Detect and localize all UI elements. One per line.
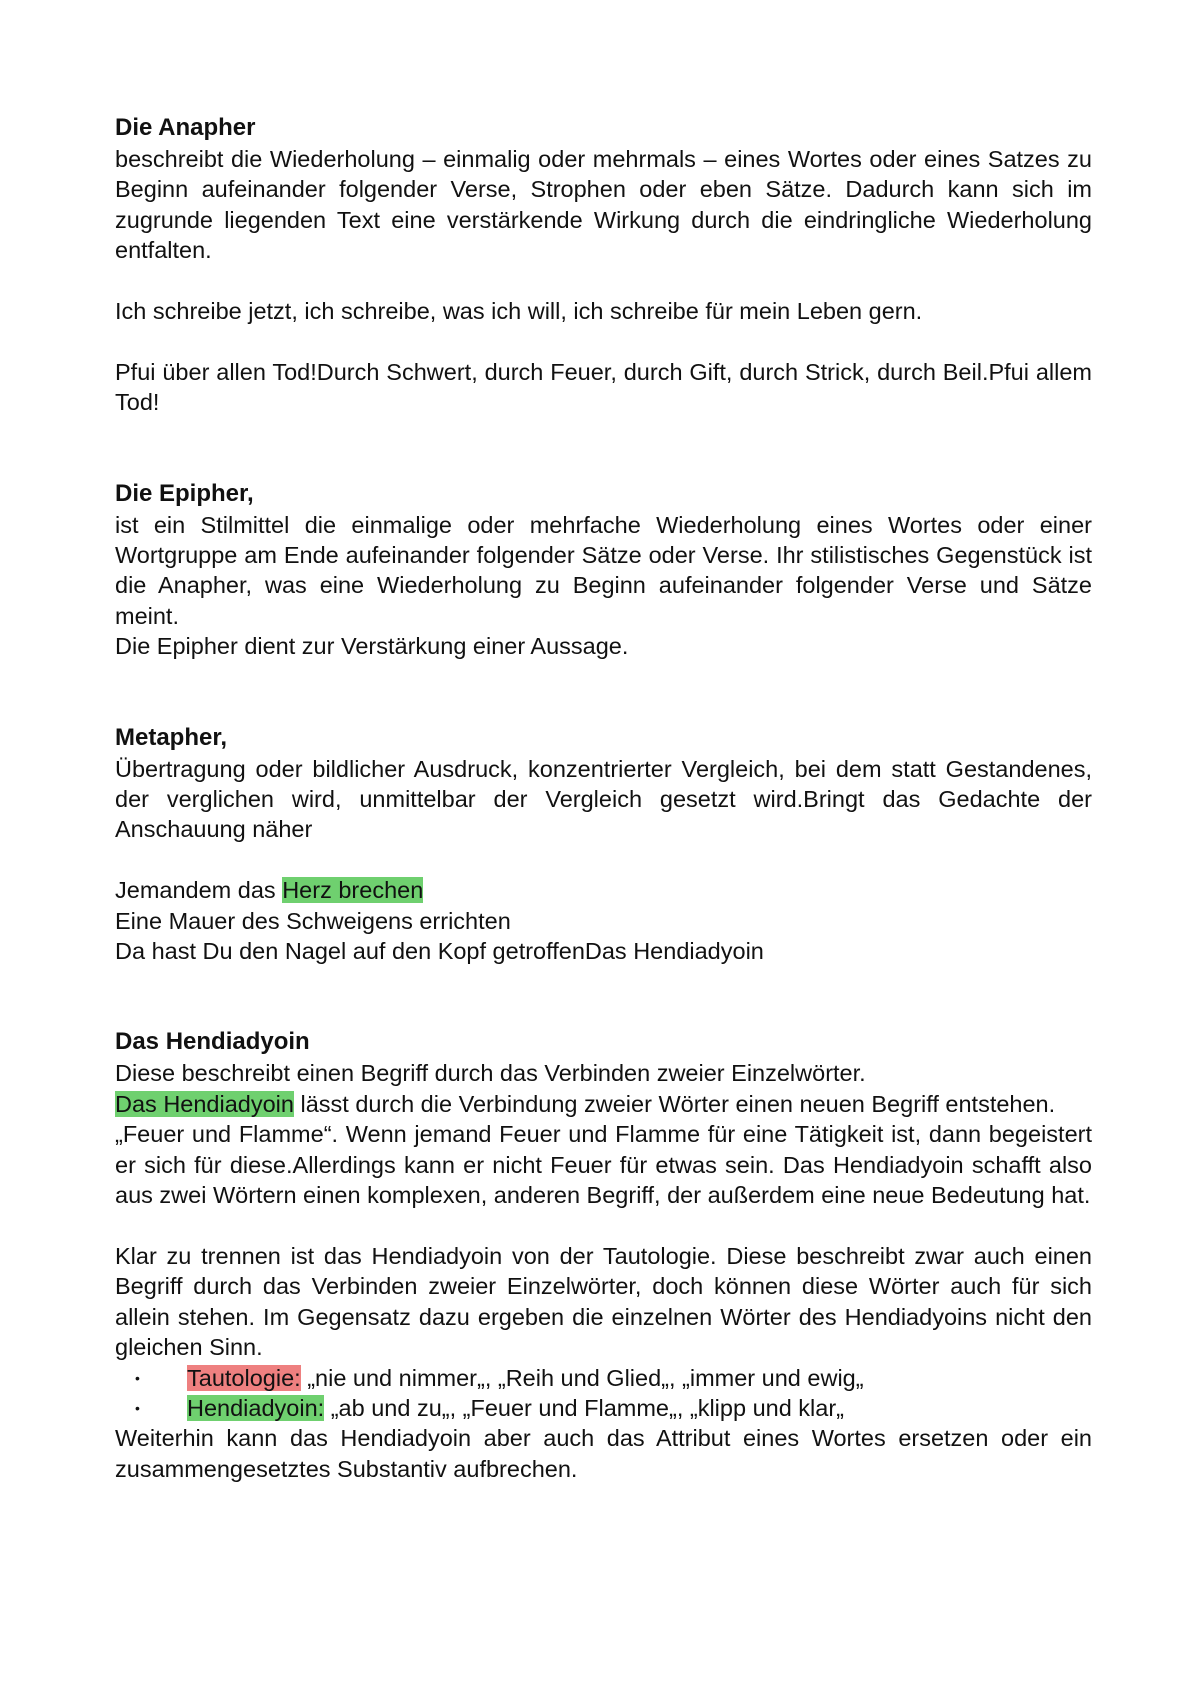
highlight-hendiadyoin-label: Hendiadyoin: bbox=[187, 1394, 325, 1421]
hendiadyoin-bullet-list bbox=[115, 1363, 1092, 1424]
anapher-example-2: Pfui über allen Tod!Durch Schwert, durch Feuer, durch Gift, durch Strick, durch Beil.Pfui allem Tod! bbox=[115, 358, 1092, 416]
hendiadyoin-paragraph-2: Klar zu trennen ist das Hendiadyoin von der Tautologie. Diese beschreibt zwar auch einen Begriff durch das Verbinden zweier Einzelwörter, doch können diese Wörter auch für sich allein stehen. Im Gegensatz dazu ergeben die einzelnen Wörter des Hendiadyoins nicht den gleichen Sinn. bbox=[115, 1242, 1092, 1361]
anapher-example-1: Ich schreibe jetzt, ich schreibe, was ich will, ich schreibe für mein Leben gern. bbox=[115, 298, 923, 325]
section-title-anapher: Die Anapher bbox=[115, 114, 256, 141]
hendiadyoin-line-1: Diese beschreibt einen Begriff durch das Verbinden zweier Einzelwörter. bbox=[115, 1060, 866, 1087]
epipher-definition: ist ein Stilmittel die einmalige oder mehrfache Wiederholung eines Wortes oder einer Wortgruppe am Ende aufeinander folgender Sätze oder Verse. Ihr stilistisches Gegenstück ist die Anapher, was eine Wiederholung zu Beginn aufeinander folgender Verse und Sätze meint. bbox=[115, 511, 1092, 629]
hendiadyoin-examples: „ab und zu„, „Feuer und Flamme„, „klipp und klar„ bbox=[324, 1394, 844, 1421]
bullet-marker: • bbox=[135, 1399, 140, 1416]
hendiadyoin-line-2 bbox=[115, 1089, 1092, 1119]
metapher-definition: Übertragung oder bildlicher Ausdruck, konzentrierter Vergleich, bei dem statt Gestandenes, der verglichen wird, unmittelbar der Vergleich gesetzt wird.Bringt das Gedachte der Anschauung näher bbox=[115, 755, 1092, 843]
anapher-definition: beschreibt die Wiederholung – einmalig oder mehrmals – eines Wortes oder eines Satzes zu Beginn aufeinander folgender Verse, Strophen oder eben Sätze. Dadurch kann sich im zugrunde liegenden Text eine verstärkende Wirkung durch die eindringliche Wiederholung entfalten. bbox=[115, 146, 1092, 264]
metapher-example-1-prefix: Jemandem das bbox=[115, 877, 283, 904]
metapher-example-2: Eine Mauer des Schweigens errichten bbox=[115, 907, 511, 934]
list-item-tautologie bbox=[115, 1363, 1092, 1393]
bullet-marker: • bbox=[135, 1369, 140, 1386]
epipher-purpose: Die Epipher dient zur Verstärkung einer Aussage. bbox=[115, 633, 629, 660]
hendiadyoin-line-3: „Feuer und Flamme“. Wenn jemand Feuer und Flamme für eine Tätigkeit ist, dann begeistert er sich für diese.Allerdings kann er nicht Feuer für etwas sein. Das Hendiadyoin schafft also aus zwei Wörtern einen komplexen, anderen Begriff, der außerdem eine neue Bedeutung hat. bbox=[115, 1121, 1092, 1209]
metapher-example-3: Da hast Du den Nagel auf den Kopf getroffenDas Hendiadyoin bbox=[115, 938, 764, 965]
hendiadyoin-line-2-rest: lässt durch die Verbindung zweier Wörter einen neuen Begriff entstehen. bbox=[293, 1090, 1056, 1117]
highlight-das-hendiadyoin: Das Hendiadyoin bbox=[115, 1090, 294, 1117]
section-title-epipher: Die Epipher, bbox=[115, 479, 254, 507]
section-title-hendiadyoin: Das Hendiadyoin bbox=[115, 1028, 310, 1056]
highlight-tautologie-label: Tautologie: bbox=[187, 1364, 301, 1391]
document-page bbox=[115, 112, 1092, 1484]
tautologie-examples: „nie und nimmer„, „Reih und Glied„, „immer und ewig„ bbox=[300, 1364, 864, 1391]
section-title-metapher: Metapher, bbox=[115, 723, 228, 751]
hendiadyoin-final: Weiterhin kann das Hendiadyoin aber auch das Attribut eines Wortes ersetzen oder ein zusammengesetztes Substantiv aufbrechen. bbox=[115, 1425, 1092, 1482]
metapher-example-1 bbox=[115, 875, 1092, 905]
highlight-herz-brechen: Herz brechen bbox=[282, 877, 424, 904]
list-item-hendiadyoin bbox=[115, 1393, 1092, 1423]
